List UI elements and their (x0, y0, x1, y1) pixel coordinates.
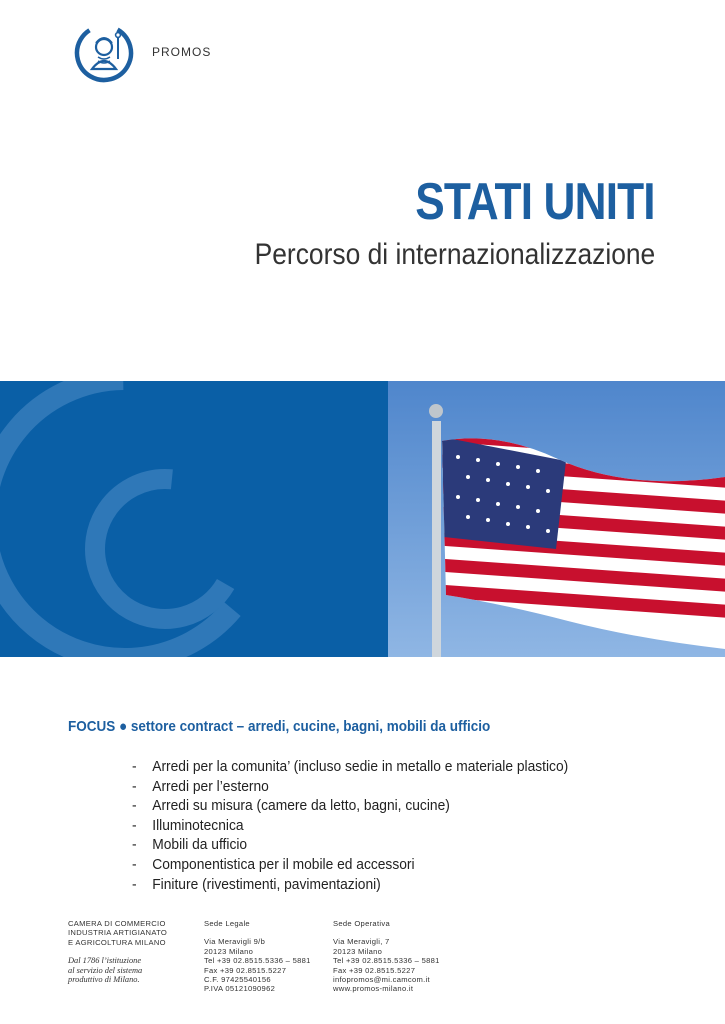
list-item: - Arredi per l’esterno (132, 777, 269, 795)
phone: Tel +39 02.8515.5336 – 5881 (333, 956, 440, 966)
us-flag-icon (388, 381, 725, 657)
phone: Tel +39 02.8515.5336 – 5881 (204, 956, 311, 966)
org-line: INDUSTRIA ARTIGIANATO (68, 928, 168, 938)
fax: Fax +39 02.8515.5227 (204, 965, 287, 975)
org-motto: Dal 1786 l’istituzione (68, 956, 142, 966)
codice-fiscale: C.F. 97425540156 (204, 975, 271, 985)
list-item: - Finiture (rivestimenti, pavimentazioni) (132, 875, 381, 893)
blue-banner (0, 381, 388, 657)
org-motto: produttivo di Milano. (68, 975, 140, 985)
org-motto: al servizio del sistema (68, 965, 143, 975)
page-subtitle: Percorso di internazionalizzazione (254, 238, 655, 271)
focus-heading: FOCUS ● settore contract – arredi, cucine, bagni, mobili da ufficio (68, 718, 491, 735)
city: 20123 Milano (204, 946, 254, 956)
website: www.promos-milano.it (333, 984, 414, 994)
address: Via Meravigli, 7 (333, 937, 390, 947)
decorative-c-shapes (0, 381, 388, 657)
footer-org (68, 919, 167, 984)
footer-sede-legale (204, 919, 311, 994)
list-item: - Illuminotecnica (132, 816, 244, 834)
sede-legale-heading: Sede Legale (204, 919, 250, 928)
org-line: E AGRICOLTURA MILANO (68, 937, 166, 947)
sede-operativa-heading: Sede Operativa (333, 919, 390, 928)
city: 20123 Milano (333, 946, 383, 956)
address: Via Meravigli 9/b (204, 937, 266, 947)
list-item: - Componentistica per il mobile ed accessori (132, 855, 415, 873)
email: infopromos@mi.camcom.it (333, 975, 430, 985)
partita-iva: P.IVA 05121090962 (204, 984, 276, 994)
list-item: - Arredi su misura (camere da letto, bagni, cucine) (132, 797, 450, 815)
us-flag-photo (388, 381, 725, 657)
list-item: - Arredi per la comunita’ (incluso sedie in metallo e materiale plastico) (132, 758, 569, 775)
brand-name: PROMOS (152, 45, 212, 59)
list-item: - Mobili da ufficio (132, 836, 248, 854)
page-title: STATI UNITI (415, 173, 655, 231)
org-line: CAMERA DI COMMERCIO (68, 919, 166, 928)
focus-item-list (132, 757, 606, 894)
fax: Fax +39 02.8515.5227 (333, 965, 416, 975)
footer-sede-operativa (333, 919, 440, 994)
promos-seal-logo-icon (74, 23, 134, 83)
